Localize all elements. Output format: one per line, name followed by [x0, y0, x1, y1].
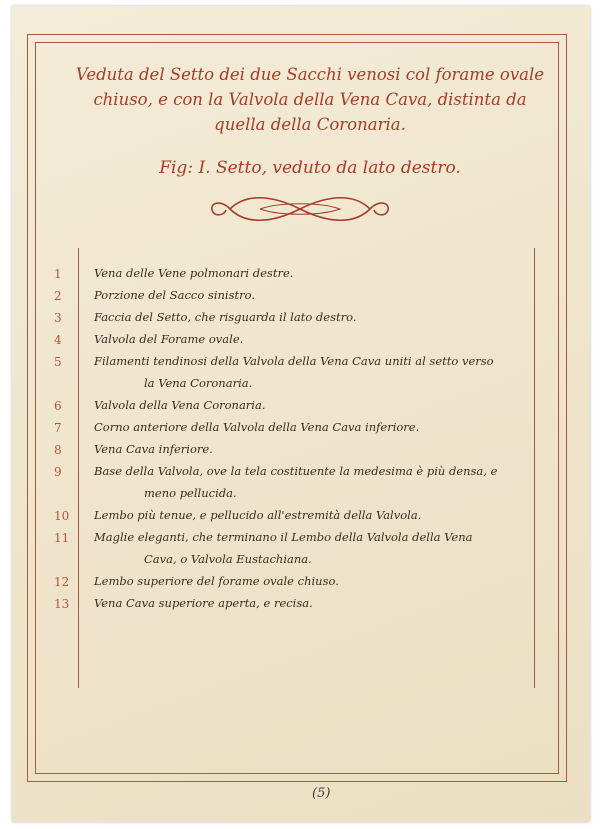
page-title: [70, 62, 550, 137]
legend-text: [86, 394, 536, 416]
legend-number: 8: [54, 443, 62, 457]
legend-entry: [46, 570, 536, 592]
legend-number: 11: [54, 531, 70, 545]
legend-entry: [46, 592, 536, 614]
legend-text-line: Filamenti tendinosi della Valvola della Vena Cava uniti al setto verso: [94, 354, 494, 368]
legend-number: 2: [54, 289, 62, 303]
legend-number: 3: [54, 311, 62, 325]
legend-text-line: Lembo superiore del forame ovale chiuso.: [94, 574, 339, 588]
title-line-2: chiuso, e con la Valvola della Vena Cava, distinta da: [93, 90, 527, 109]
legend-number: 7: [54, 421, 62, 435]
legend-text-line: Faccia del Setto, che risguarda il lato destro.: [94, 310, 357, 324]
legend-text-line: Vena Cava inferiore.: [94, 442, 213, 456]
legend-text-continuation: Cava, o Valvola Eustachiana.: [144, 552, 312, 566]
legend-text-continuation: meno pellucida.: [144, 486, 237, 500]
folio-number: (5): [312, 786, 331, 801]
legend-number: 5: [54, 355, 62, 369]
legend-number: 13: [54, 597, 70, 611]
figure-legend: [46, 262, 536, 614]
legend-text-line: Lembo più tenue, e pellucido all'estremità della Valvola.: [94, 508, 422, 522]
flourish-ornament: [200, 192, 400, 226]
legend-entry: [46, 416, 536, 438]
legend-text-line: Maglie eleganti, che terminano il Lembo della Valvola della Vena: [94, 530, 473, 544]
legend-entry: [46, 328, 536, 350]
legend-text: [86, 460, 536, 504]
legend-entry: [46, 526, 536, 570]
legend-number: 1: [54, 267, 62, 281]
title-line-1: Veduta del Setto dei due Sacchi venosi col forame ovale: [75, 65, 545, 84]
legend-text-line: Porzione del Sacco sinistro.: [94, 288, 255, 302]
legend-text: [86, 416, 536, 438]
legend-text: [86, 284, 536, 306]
legend-number: 4: [54, 333, 62, 347]
legend-text-line: Vena delle Vene polmonari destre.: [94, 266, 294, 280]
legend-text-line: Corno anteriore della Valvola della Vena Cava inferiore.: [94, 420, 420, 434]
legend-text: [86, 350, 536, 394]
legend-text: [86, 262, 536, 284]
legend-text: [86, 328, 536, 350]
legend-entry: [46, 438, 536, 460]
legend-number: 12: [54, 575, 70, 589]
legend-entry: [46, 262, 536, 284]
legend-text: [86, 438, 536, 460]
legend-text-line: Base della Valvola, ove la tela costituente la medesima è più densa, e: [94, 464, 498, 478]
legend-text: [86, 570, 536, 592]
legend-number: 6: [54, 399, 62, 413]
figure-caption: Fig: I. Setto, veduto da lato destro.: [159, 158, 461, 178]
title-line-3: quella della Coronaria.: [214, 115, 406, 134]
legend-entry: [46, 504, 536, 526]
legend-entry: [46, 284, 536, 306]
legend-entry: [46, 306, 536, 328]
legend-text-line: Vena Cava superiore aperta, e recisa.: [94, 596, 313, 610]
legend-entry: [46, 394, 536, 416]
legend-number: 10: [54, 509, 70, 523]
legend-text-line: Valvola della Vena Coronaria.: [94, 398, 266, 412]
legend-text: [86, 306, 536, 328]
legend-text: [86, 526, 536, 570]
legend-entry: [46, 350, 536, 394]
legend-text: [86, 592, 536, 614]
legend-text-continuation: la Vena Coronaria.: [144, 376, 253, 390]
legend-entry: [46, 460, 536, 504]
legend-number: 9: [54, 465, 62, 479]
legend-text: [86, 504, 536, 526]
legend-text-line: Valvola del Forame ovale.: [94, 332, 244, 346]
